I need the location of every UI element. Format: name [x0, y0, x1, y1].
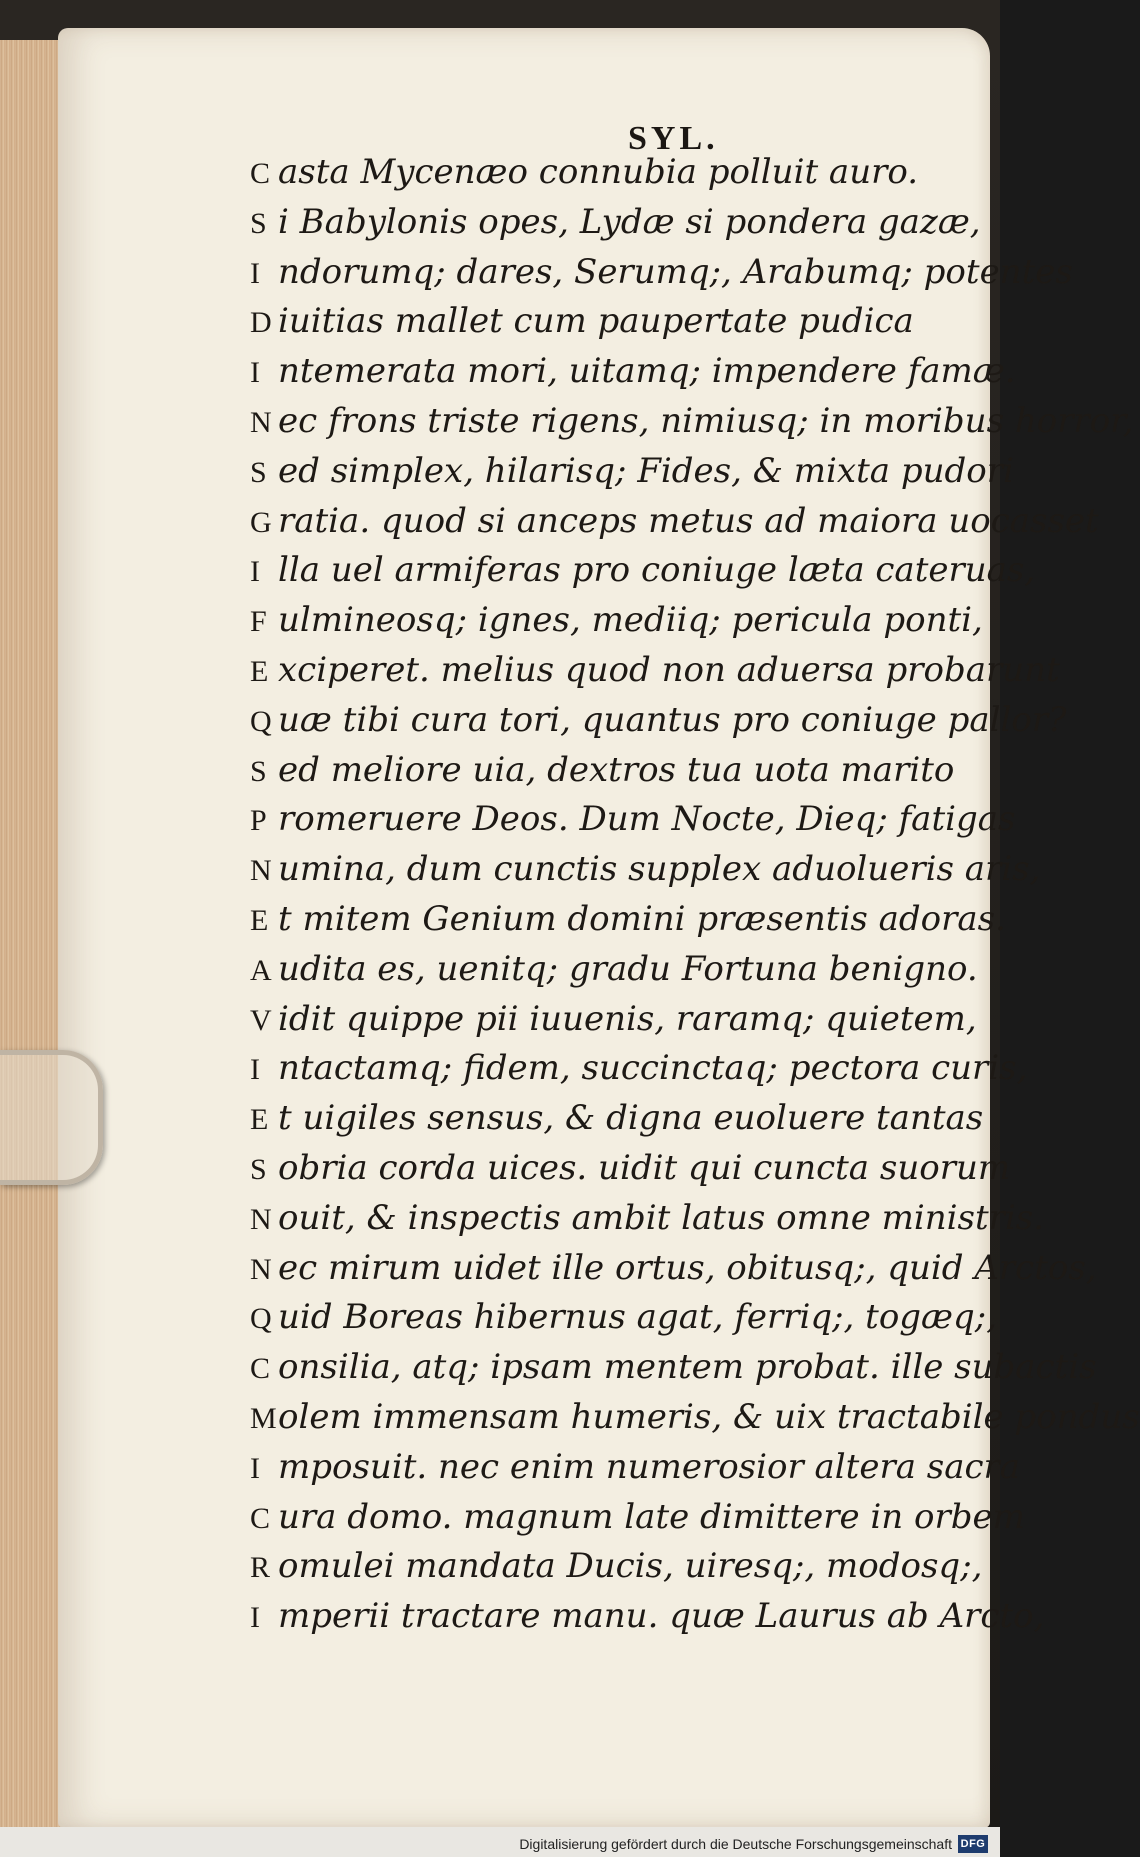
line-text: olem immensam humeris, & uix tractabile pondus	[278, 1396, 1140, 1437]
line-initial: I	[250, 1053, 260, 1087]
line-text: ndorumq; dares, Serumq;, Arabumq; potentes	[278, 251, 1073, 292]
line-text: omulei mandata Ducis, uiresq;, modosq;,	[278, 1546, 983, 1587]
line-initial: N	[250, 1202, 272, 1236]
line-initial: D	[250, 306, 272, 340]
line-text: ed simplex, hilarisq; Fides, & mixta pudori	[278, 450, 1014, 491]
verse-line	[250, 1044, 1028, 1094]
verse-line	[250, 696, 1067, 746]
verse-line	[250, 795, 1016, 845]
line-text: uid Boreas hibernus agat, ferriq;, togæq;,	[278, 1297, 998, 1338]
verse-line	[250, 895, 1006, 945]
line-text: ulmineosq; ignes, mediiq; pericula ponti,	[278, 600, 983, 641]
line-initial: E	[250, 1103, 269, 1137]
line-initial: F	[250, 605, 267, 639]
verse-line	[250, 248, 1073, 298]
line-text: i Babylonis opes, Lydæ si pondera gazæ,	[278, 201, 981, 242]
line-initial: I	[250, 555, 260, 589]
verse-line	[250, 1194, 1045, 1244]
verse-line	[252, 198, 992, 248]
verse-line	[252, 945, 992, 995]
dfg-logo-icon: DFG	[958, 1835, 988, 1853]
line-text: mposuit. nec enim numerosior altera sacra	[278, 1446, 1021, 1487]
line-text: t uigiles sensus, & digna euoluere tantas	[278, 1098, 984, 1139]
line-initial: N	[250, 1252, 272, 1286]
line-initial: Q	[250, 704, 272, 738]
line-initial: S	[250, 754, 267, 788]
verse-line	[250, 1293, 998, 1343]
verse-line	[250, 1443, 1021, 1493]
line-text: ec mirum uidet ille ortus, obitusq;, quid Arctos,	[278, 1247, 1097, 1288]
running-head: SYL.	[628, 120, 719, 157]
footer-band	[0, 1827, 1000, 1857]
page-clip	[0, 1050, 103, 1185]
verse-line	[252, 1542, 992, 1592]
verse-line	[252, 596, 992, 646]
verse-line	[250, 1493, 1025, 1543]
verse-line	[250, 397, 1134, 447]
line-initial: C	[250, 1352, 271, 1386]
line-initial: G	[250, 505, 272, 539]
verse-line	[252, 995, 992, 1045]
line-initial: I	[250, 256, 260, 290]
verse-line	[250, 497, 1099, 547]
line-initial: A	[250, 953, 272, 987]
line-initial: S	[250, 206, 267, 240]
line-text: lla uel armiferas pro coniuge læta cateruas,	[278, 550, 1036, 591]
line-initial: E	[250, 903, 269, 937]
line-initial: I	[250, 1451, 260, 1485]
line-text: ntemerata mori, uitamq; impendere famæ.	[278, 351, 1016, 392]
verse-line	[252, 1094, 992, 1144]
verse-line	[250, 1343, 1097, 1393]
line-initial: N	[250, 405, 272, 439]
verse-line	[250, 1592, 1045, 1642]
line-initial: I	[250, 356, 260, 390]
line-text: romeruere Deos. Dum Nocte, Dieq; fatigas	[278, 799, 1016, 840]
line-initial: M	[250, 1401, 277, 1435]
verse-text	[250, 148, 1140, 1642]
verse-line	[250, 1393, 1140, 1443]
verse-line	[250, 646, 1060, 696]
line-initial: Q	[250, 1302, 272, 1336]
credit-text: Digitalisierung gefördert durch die Deutsche Forschungsgemeinschaft	[519, 1836, 952, 1852]
line-text: uæ tibi cura tori, quantus pro coniuge pallor?	[278, 699, 1067, 740]
line-text: mperii tractare manu. quæ Laurus ab Arcto,	[278, 1596, 1045, 1637]
line-text: ed meliore uia, dextros tua uota marito	[278, 749, 955, 790]
verse-line	[250, 1144, 1011, 1194]
verse-line	[250, 1244, 1097, 1294]
verse-line	[250, 447, 1014, 497]
line-initial: S	[250, 1152, 267, 1186]
verse-line	[252, 148, 992, 198]
line-text: onsilia, atq; ipsam mentem probat. ille subactis	[278, 1347, 1097, 1388]
line-initial: I	[250, 1601, 260, 1635]
line-text: obria corda uices. uidit qui cuncta suorum	[278, 1147, 1011, 1188]
verse-line	[252, 297, 992, 347]
line-initial: C	[250, 157, 271, 190]
verse-line	[250, 347, 1016, 397]
line-initial: P	[250, 804, 267, 838]
line-initial: V	[250, 1003, 272, 1037]
line-text: umina, dum cunctis supplex aduolueris aris,	[278, 849, 1041, 890]
line-initial: N	[250, 854, 272, 888]
line-text: iuitias mallet cum paupertate pudica	[278, 301, 914, 342]
line-text: idit quippe pii iuuenis, raramq; quietem,	[278, 998, 977, 1039]
verse-line	[252, 746, 992, 796]
line-text: xciperet. melius quod non aduersa probarunt	[278, 649, 1060, 690]
line-initial: R	[250, 1551, 271, 1585]
verse-line	[250, 546, 1036, 596]
line-text: ec frons triste rigens, nimiusq; in moribus horror,	[278, 400, 1134, 441]
line-text: ura domo. magnum late dimittere in orbem	[278, 1496, 1025, 1537]
line-initial: E	[250, 654, 269, 688]
digitization-credit	[519, 1835, 988, 1853]
line-text: t mitem Genium domini præsentis adoras.	[278, 898, 1006, 939]
line-initial: C	[250, 1501, 271, 1535]
line-text: asta Mycenæo connubia polluit auro.	[278, 152, 919, 192]
line-text: udita es, uenitq; gradu Fortuna benigno.	[278, 948, 978, 989]
verse-line	[250, 845, 1041, 895]
line-initial: S	[250, 455, 267, 489]
line-text: ntactamq; fidem, succinctaq; pectora curis,	[278, 1048, 1028, 1089]
line-text: ratia. quod si anceps metus ad maiora uocasset	[278, 500, 1099, 541]
line-text: ouit, & inspectis ambit latus omne ministris.	[278, 1197, 1045, 1238]
